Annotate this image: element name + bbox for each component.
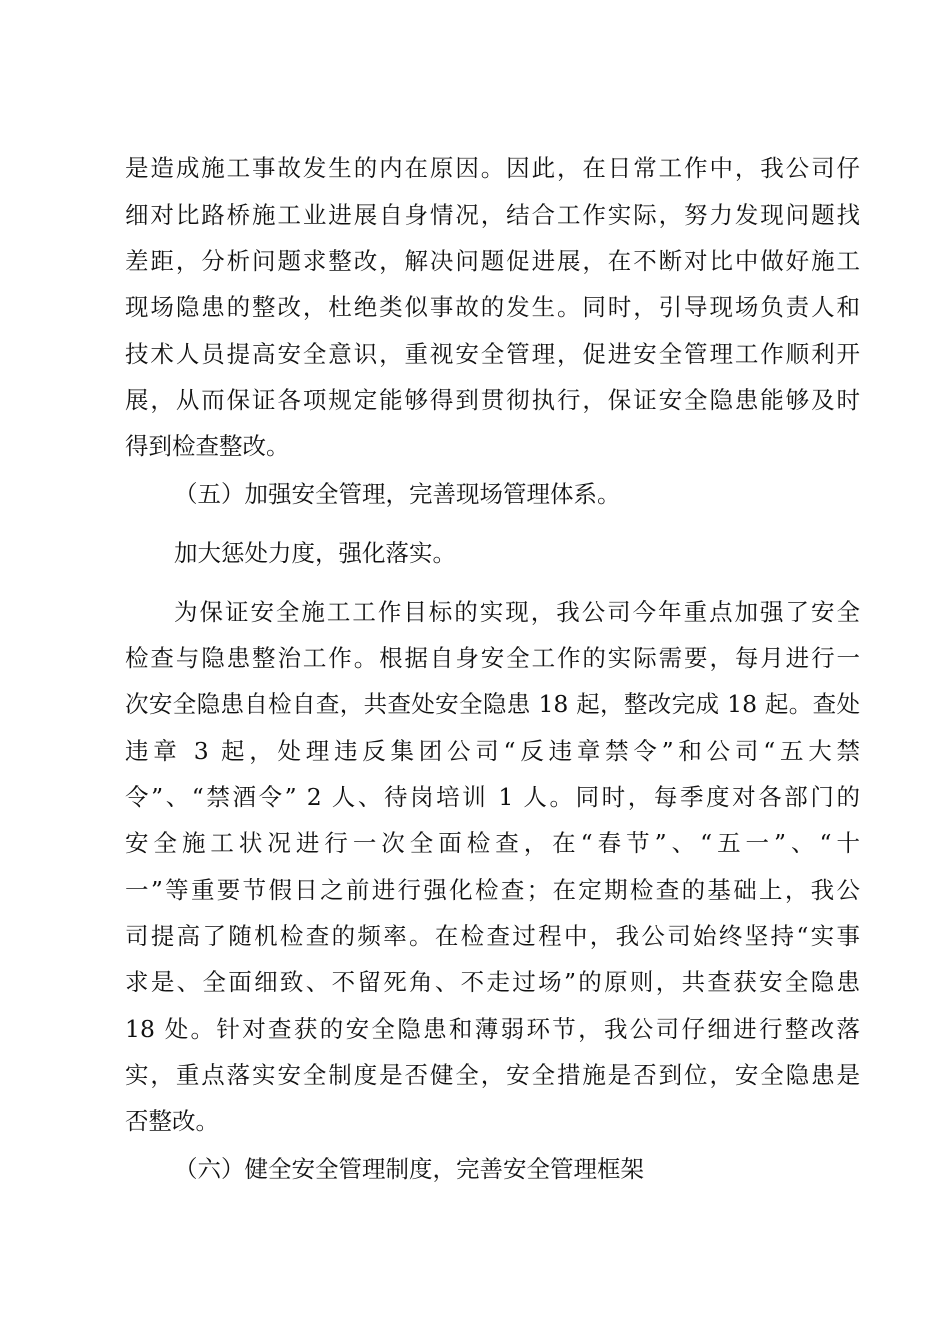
section-heading-5: （五）加强安全管理，完善现场管理体系。 xyxy=(174,480,621,508)
text-line: 令”、“禁酒令” 2 人、待岗培训 1 人。同时，每季度对各部门的 xyxy=(125,783,860,811)
text-line: 安全施工状况进行一次全面检查，在“春节”、“五一”、“十 xyxy=(125,829,860,857)
text-line: 18 处。针对查获的安全隐患和薄弱环节，我公司仔细进行整改落 xyxy=(125,1015,860,1043)
text-line: 得到检查整改。 xyxy=(125,432,290,460)
text-line: 次安全隐患自检自查，共查处安全隐患 18 起，整改完成 18 起。查处 xyxy=(125,690,860,718)
text-line: 差距，分析问题求整改，解决问题促进展，在不断对比中做好施工 xyxy=(125,247,860,275)
text-line: 是造成施工事故发生的内在原因。因此，在日常工作中，我公司仔 xyxy=(125,154,860,182)
text-line: 细对比路桥施工业进展自身情况，结合工作实际，努力发现问题找 xyxy=(125,201,860,229)
section-heading-6: （六）健全安全管理制度，完善安全管理框架 xyxy=(174,1155,644,1183)
text-line: 违章 3 起，处理违反集团公司“反违章禁令”和公司“五大禁 xyxy=(125,737,860,765)
text-line: 技术人员提高安全意识，重视安全管理，促进安全管理工作顺利开 xyxy=(125,340,860,368)
text-line: 司提高了随机检查的频率。在检查过程中，我公司始终坚持“实事 xyxy=(125,922,860,950)
text-line: 一”等重要节假日之前进行强化检查；在定期检查的基础上，我公 xyxy=(125,876,860,904)
text-line: 为保证安全施工工作目标的实现，我公司今年重点加强了安全 xyxy=(174,598,860,626)
text-line: 实，重点落实安全制度是否健全，安全措施是否到位，安全隐患是 xyxy=(125,1061,860,1089)
paragraph-strengthen-enforcement: 加大惩处力度，强化落实。 xyxy=(174,539,456,567)
text-line: 展，从而保证各项规定能够得到贯彻执行，保证安全隐患能够及时 xyxy=(125,386,860,414)
text-line: 求是、全面细致、不留死角、不走过场”的原则，共查获安全隐患 xyxy=(125,968,860,996)
text-line: 否整改。 xyxy=(125,1107,219,1135)
text-line: 检查与隐患整治工作。根据自身安全工作的实际需要，每月进行一 xyxy=(125,644,860,672)
text-line: 现场隐患的整改，杜绝类似事故的发生。同时，引导现场负责人和 xyxy=(125,293,860,321)
